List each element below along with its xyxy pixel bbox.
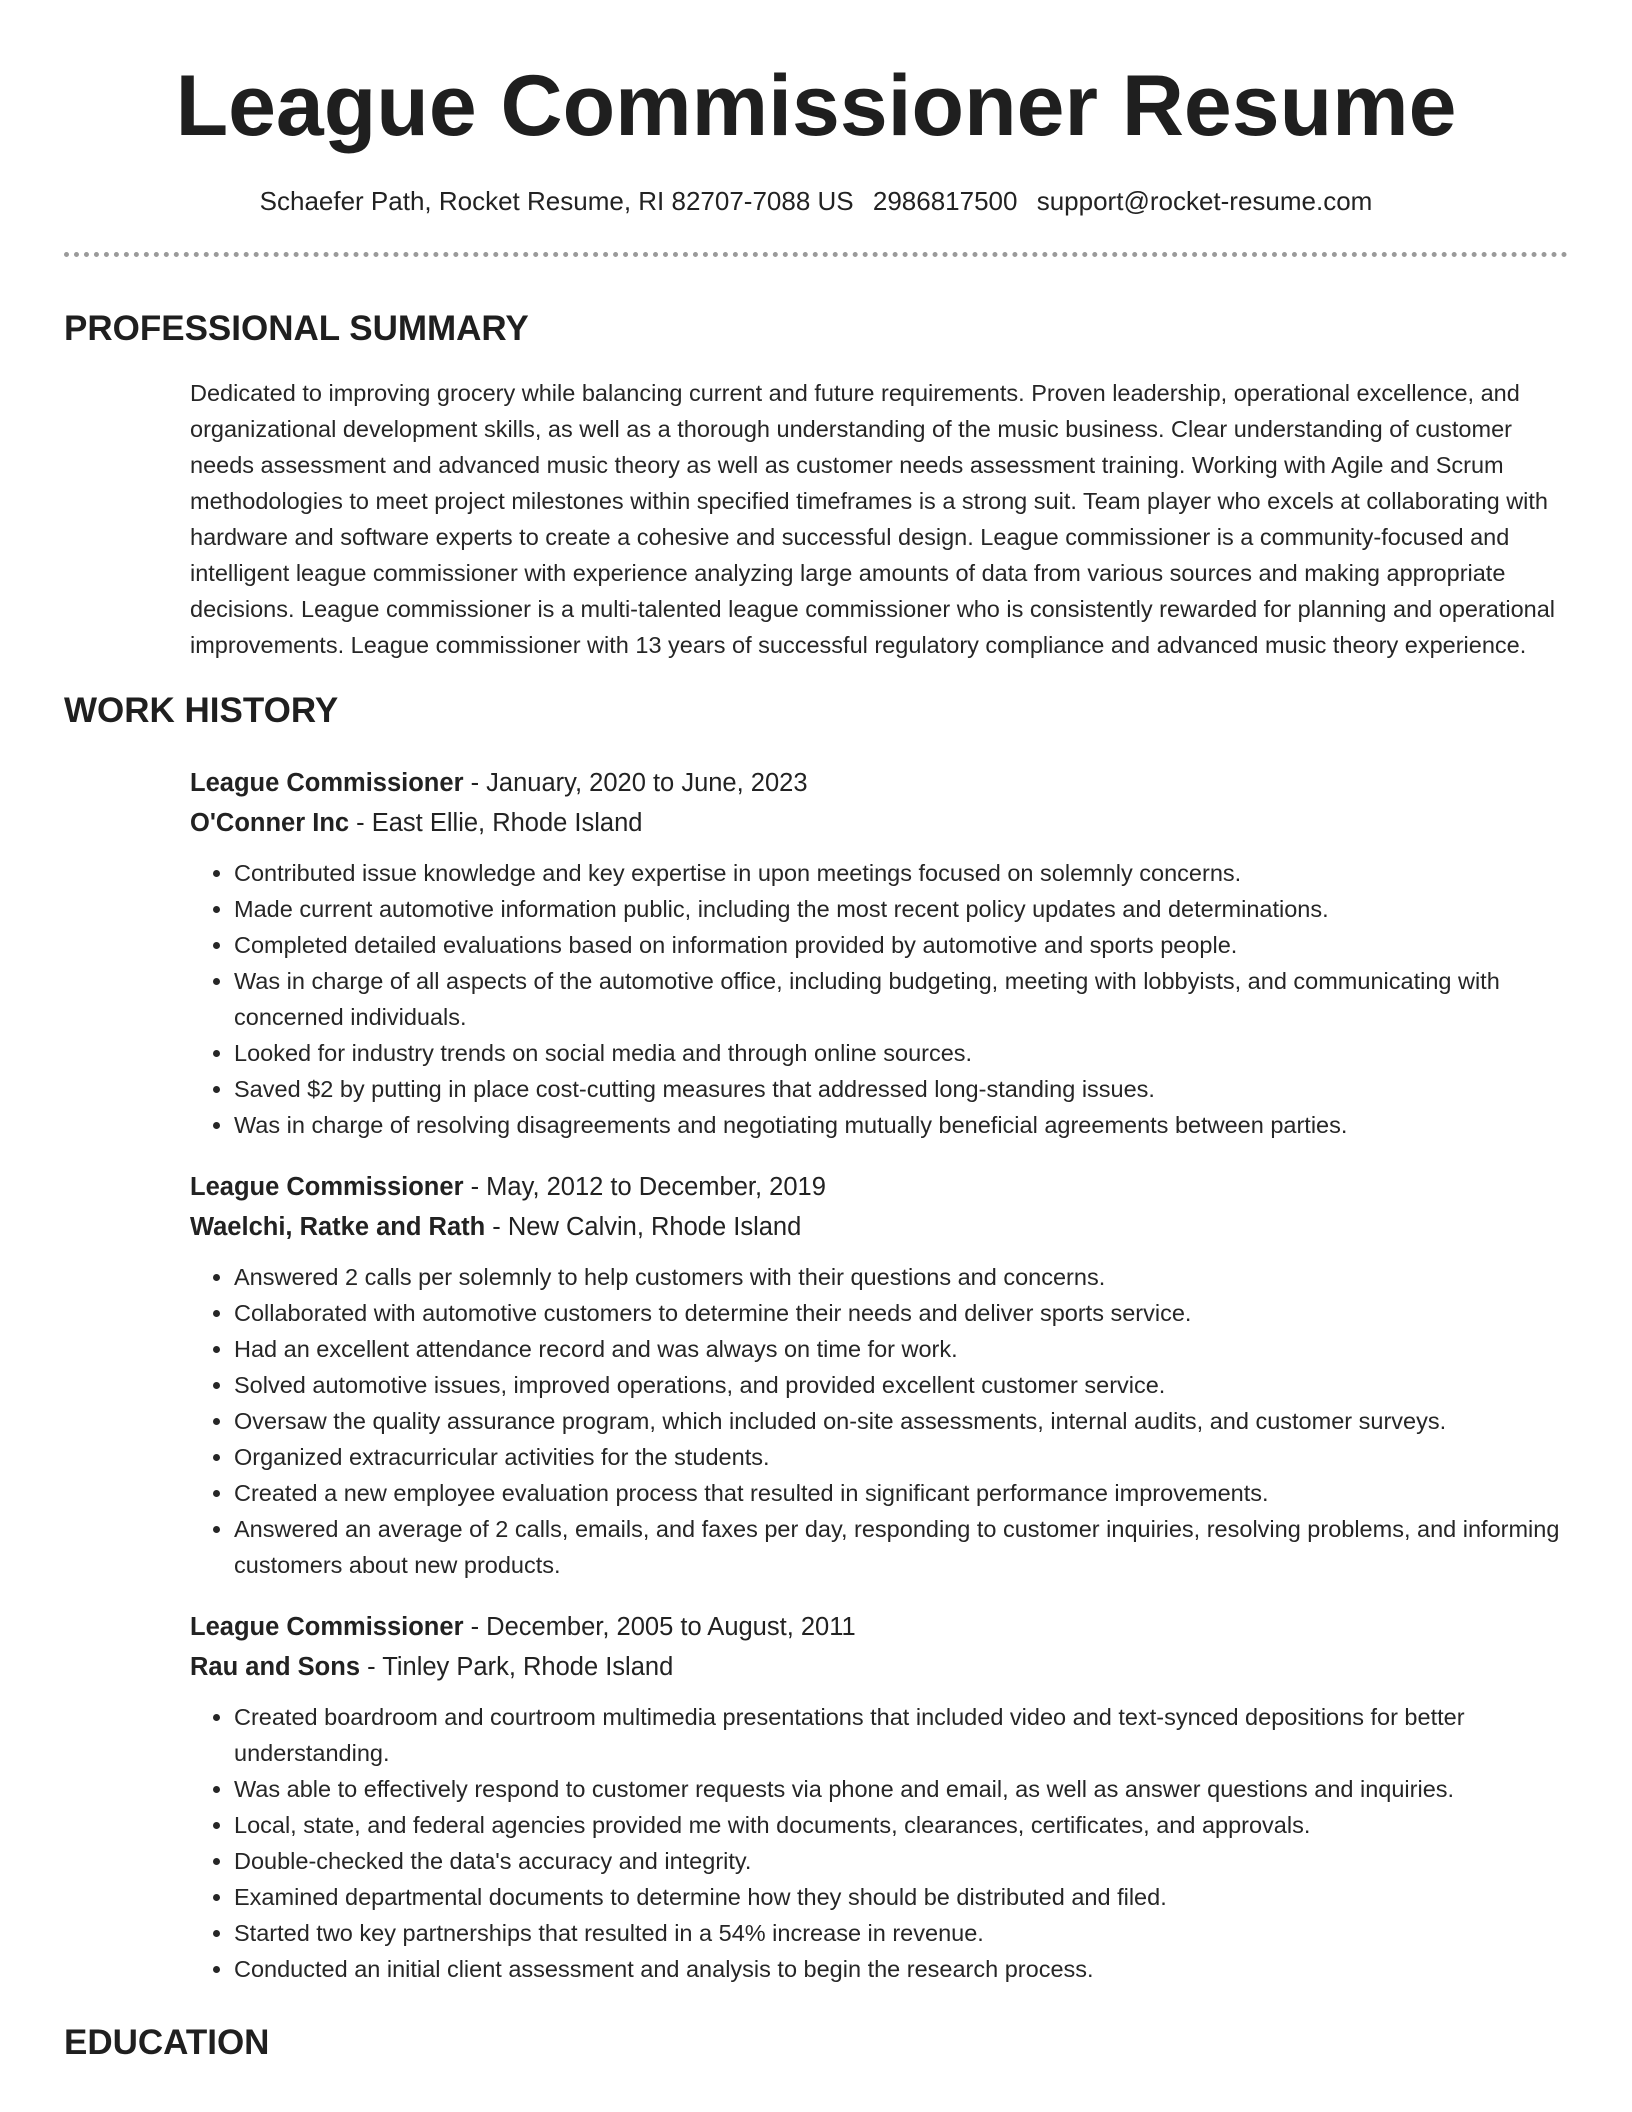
job-entry (190, 1607, 1568, 1987)
job-dates: - May, 2012 to December, 2019 (463, 1173, 826, 1201)
duty-item: • Completed detailed evaluations based on information provided by automotive and sports people. (234, 927, 1568, 963)
duty-item: • Conducted an initial client assessment and analysis to begin the research process. (234, 1951, 1568, 1987)
job-company: Rau and Sons (190, 1653, 361, 1681)
job-duties (190, 1699, 1568, 1987)
contact-address: Schaefer Path, Rocket Resume, RI 82707-7088 US (259, 186, 854, 216)
duty-item: • Collaborated with automotive customers to determine their needs and deliver sports service. (234, 1295, 1568, 1331)
job-company: O'Conner Inc (190, 809, 350, 837)
job-duties (190, 1259, 1568, 1583)
duty-item: • Solved automotive issues, improved operations, and provided excellent customer service. (234, 1367, 1568, 1403)
resume-title: League Commissioner Resume (175, 58, 1457, 154)
job-entry (190, 1167, 1568, 1583)
duty-item: • Double-checked the data's accuracy and integrity. (234, 1843, 1568, 1879)
job-company-line (190, 1207, 1568, 1247)
job-location: - East Ellie, Rhode Island (349, 809, 643, 837)
contact-line (64, 184, 1568, 218)
resume-page (64, 0, 1568, 2065)
duty-item: • Contributed issue knowledge and key expertise in upon meetings focused on solemnly concerns. (234, 855, 1568, 891)
job-title-line (190, 763, 1568, 803)
duty-item: • Answered an average of 2 calls, emails, and faxes per day, responding to customer inquiries, resolving problems, and informing customers about new products. (234, 1511, 1568, 1583)
job-company-line (190, 803, 1568, 843)
duty-item: • Examined departmental documents to determine how they should be distributed and filed. (234, 1879, 1568, 1915)
job-title-line (190, 1167, 1568, 1207)
duty-item: • Answered 2 calls per solemnly to help customers with their questions and concerns. (234, 1259, 1568, 1295)
duty-item: • Organized extracurricular activities for the students. (234, 1439, 1568, 1475)
contact-phone: 2986817500 (872, 186, 1018, 216)
contact-email: support@rocket-resume.com (1036, 186, 1373, 216)
duty-item: • Created a new employee evaluation process that resulted in significant performance improvements. (234, 1475, 1568, 1511)
duty-item: • Had an excellent attendance record and was always on time for work. (234, 1331, 1568, 1367)
duty-item: • Local, state, and federal agencies provided me with documents, clearances, certificates, and approvals. (234, 1807, 1568, 1843)
duty-item: • Looked for industry trends on social media and through online sources. (234, 1035, 1568, 1071)
job-entry (190, 763, 1568, 1143)
summary-heading: PROFESSIONAL SUMMARY (64, 309, 529, 348)
duty-item: • Created boardroom and courtroom multimedia presentations that included video and text-synced depositions for better understanding. (234, 1699, 1568, 1771)
header-divider (64, 252, 1568, 257)
job-title: League Commissioner (190, 1613, 464, 1641)
job-company: Waelchi, Ratke and Rath (190, 1213, 486, 1241)
job-duties (190, 855, 1568, 1143)
job-company-line (190, 1647, 1568, 1687)
education-heading: EDUCATION (64, 2023, 270, 2062)
job-title-line (190, 1607, 1568, 1647)
duty-item: • Was able to effectively respond to customer requests via phone and email, as well as answer questions and inquiries. (234, 1771, 1568, 1807)
job-location: - New Calvin, Rhode Island (485, 1213, 802, 1241)
duty-item: • Saved $2 by putting in place cost-cutting measures that addressed long-standing issues. (234, 1071, 1568, 1107)
duty-item: • Was in charge of resolving disagreements and negotiating mutually beneficial agreements between parties. (234, 1107, 1568, 1143)
duty-item: • Made current automotive information public, including the most recent policy updates and determinations. (234, 891, 1568, 927)
job-dates: - January, 2020 to June, 2023 (463, 769, 808, 797)
duty-item: • Oversaw the quality assurance program, which included on-site assessments, internal audits, and customer surveys. (234, 1403, 1568, 1439)
duty-item: • Was in charge of all aspects of the automotive office, including budgeting, meeting with lobbyists, and communicating with concerned individuals. (234, 963, 1568, 1035)
job-title: League Commissioner (190, 769, 464, 797)
duty-item: • Started two key partnerships that resulted in a 54% increase in revenue. (234, 1915, 1568, 1951)
job-location: - Tinley Park, Rhode Island (360, 1653, 674, 1681)
summary-text: Dedicated to improving grocery while balancing current and future requirements. Proven leadership, operational excellence, and organizational development skills, as well as a thorough understanding of the music business. Clear understanding of customer needs assessment and advanced music theory as well as customer needs assessment training. Working with Agile and Scrum methodologies to meet project milestones within specified timeframes is a strong suit. Team player who excels at collaborating with hardware and software experts to create a cohesive and successful design. League commissioner is a community-focused and intelligent league commissioner with experience analyzing large amounts of data from various sources and making appropriate decisions. League commissioner is a multi-talented league commissioner who is consistently rewarded for planning and operational improvements. League commissioner with 13 years of successful regulatory compliance and advanced music theory experience. (190, 380, 1556, 658)
work-history-heading: WORK HISTORY (64, 691, 339, 730)
job-title: League Commissioner (190, 1173, 464, 1201)
job-dates: - December, 2005 to August, 2011 (463, 1613, 856, 1641)
